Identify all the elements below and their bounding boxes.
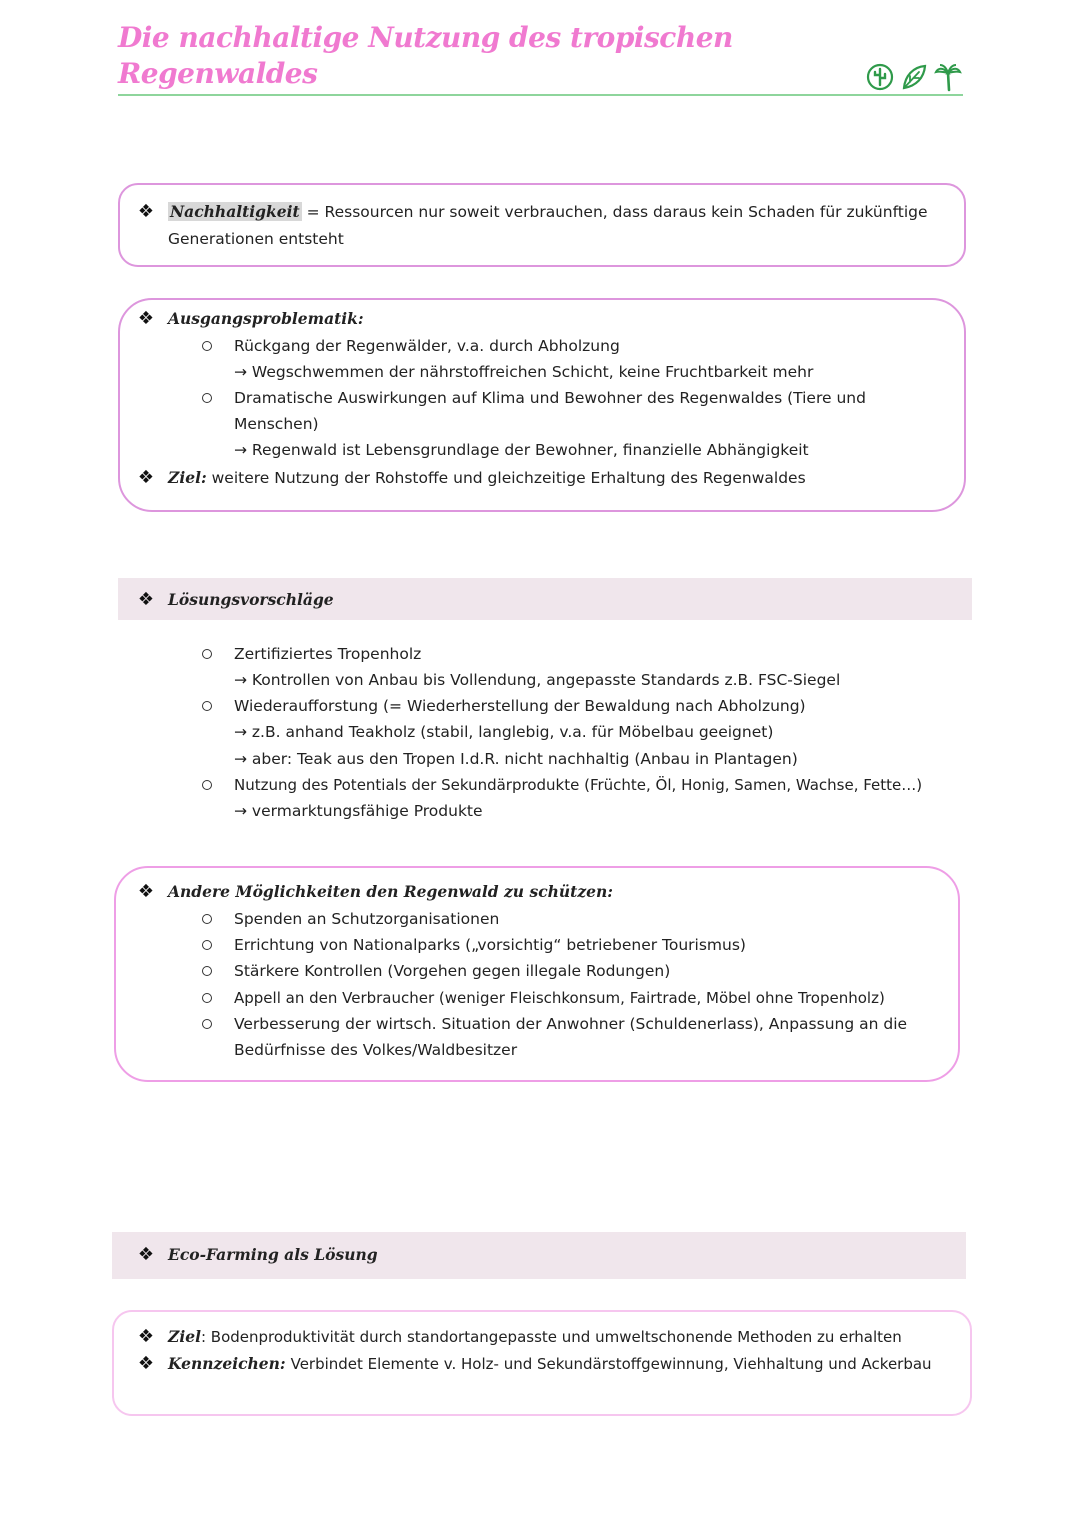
problem-item-2-line1: Dramatische Auswirkungen auf Klima und Bewohner des Regenwaldes (Tiere und	[234, 389, 866, 407]
diamond-bullet-icon: ❖	[137, 589, 155, 610]
circle-bullet-icon	[200, 1011, 214, 1037]
leaf-icon	[899, 62, 929, 92]
eco-feature-text: Verbindet Elemente v. Holz- und Sekundärstoffgewinnung, Viehhaltung und Ackerbau	[290, 1355, 932, 1373]
title-icons	[865, 62, 963, 94]
circle-bullet-icon	[200, 985, 214, 1011]
title-text: Die nachhaltige Nutzung des tropischen Regenwaldes	[118, 21, 733, 90]
problem-heading: Ausgangsproblematik:	[168, 309, 364, 328]
definition-term: Nachhaltigkeit	[170, 202, 300, 221]
diamond-bullet-icon: ❖	[137, 467, 155, 488]
problem-item-2-line2: Menschen)	[234, 415, 319, 433]
circle-bullet-icon	[200, 772, 214, 798]
circle-bullet-icon	[200, 641, 214, 667]
solution-item-1-line2: → Kontrollen von Anbau bis Vollendung, angepasste Standards z.B. FSC-Siegel	[234, 671, 841, 689]
circle-bullet-icon	[200, 333, 214, 359]
diamond-bullet-icon: ❖	[137, 201, 155, 222]
eco-goal-text: : Bodenproduktivität durch standortangepasste und umweltschonende Methoden zu erhalten	[200, 1328, 902, 1346]
circle-bullet-icon	[200, 958, 214, 984]
circle-bullet-icon	[200, 693, 214, 719]
problem-item-2-line3: → Regenwald ist Lebensgrundlage der Bewohner, finanzielle Abhängigkeit	[234, 441, 809, 459]
other-item-4: Appell an den Verbraucher (weniger Fleischkonsum, Fairtrade, Möbel ohne Tropenholz)	[234, 989, 885, 1007]
solution-item-2-line3: → aber: Teak aus den Tropen I.d.R. nicht nachhaltig (Anbau in Plantagen)	[234, 750, 798, 768]
eco-goal-label: Ziel	[168, 1327, 201, 1346]
circle-bullet-icon	[200, 906, 214, 932]
diamond-bullet-icon: ❖	[137, 1326, 155, 1347]
other-item-5: Verbesserung der wirtsch. Situation der Anwohner (Schuldenerlass), Anpassung an die	[234, 1015, 908, 1033]
circle-bullet-icon	[200, 385, 214, 411]
solution-item-3-line1: Nutzung des Potentials der Sekundärprodukte (Früchte, Öl, Honig, Samen, Wachse, Fette…)	[234, 776, 923, 794]
other-item-1: Spenden an Schutzorganisationen	[234, 910, 500, 928]
eco-feature-label: Kennzeichen:	[168, 1354, 286, 1373]
definition-text-line1: = Ressourcen nur soweit verbrauchen, dass daraus kein Schaden für zukünftige	[306, 203, 928, 221]
other-item-3: Stärkere Kontrollen (Vorgehen gegen illegale Rodungen)	[234, 962, 671, 980]
circle-bullet-icon	[200, 932, 214, 958]
diamond-bullet-icon: ❖	[137, 1353, 155, 1374]
eco-heading: Eco-Farming als Lösung	[168, 1245, 378, 1264]
other-heading: Andere Möglichkeiten den Regenwald zu schützen:	[168, 882, 613, 901]
page-title	[118, 21, 963, 96]
problem-goal-label: Ziel:	[168, 468, 207, 487]
diamond-bullet-icon: ❖	[137, 308, 155, 329]
diamond-bullet-icon: ❖	[137, 881, 155, 902]
problem-item-1-line2: → Wegschwemmen der nährstoffreichen Schicht, keine Fruchtbarkeit mehr	[234, 363, 814, 381]
solution-item-2-line1: Wiederaufforstung (= Wiederherstellung der Bewaldung nach Abholzung)	[234, 697, 806, 715]
problem-goal-text: weitere Nutzung der Rohstoffe und gleichzeitige Erhaltung des Regenwaldes	[211, 469, 806, 487]
palm-tree-icon	[933, 62, 963, 92]
solutions-heading: Lösungsvorschläge	[168, 590, 334, 609]
diamond-bullet-icon: ❖	[137, 1244, 155, 1265]
cactus-icon	[865, 62, 895, 92]
definition-box	[118, 183, 966, 267]
solution-item-3-line2: → vermarktungsfähige Produkte	[234, 802, 483, 820]
solution-item-2-line2: → z.B. anhand Teakholz (stabil, langlebig, v.a. für Möbelbau geeignet)	[234, 723, 774, 741]
problem-item-1-line1: Rückgang der Regenwälder, v.a. durch Abholzung	[234, 337, 620, 355]
definition-text-line2: Generationen entsteht	[168, 230, 344, 248]
solution-item-1-line1: Zertifiziertes Tropenholz	[234, 645, 422, 663]
other-item-2: Errichtung von Nationalparks („vorsichtig“ betriebener Tourismus)	[234, 936, 746, 954]
other-item-5-line2: Bedürfnisse des Volkes/Waldbesitzer	[234, 1041, 518, 1059]
